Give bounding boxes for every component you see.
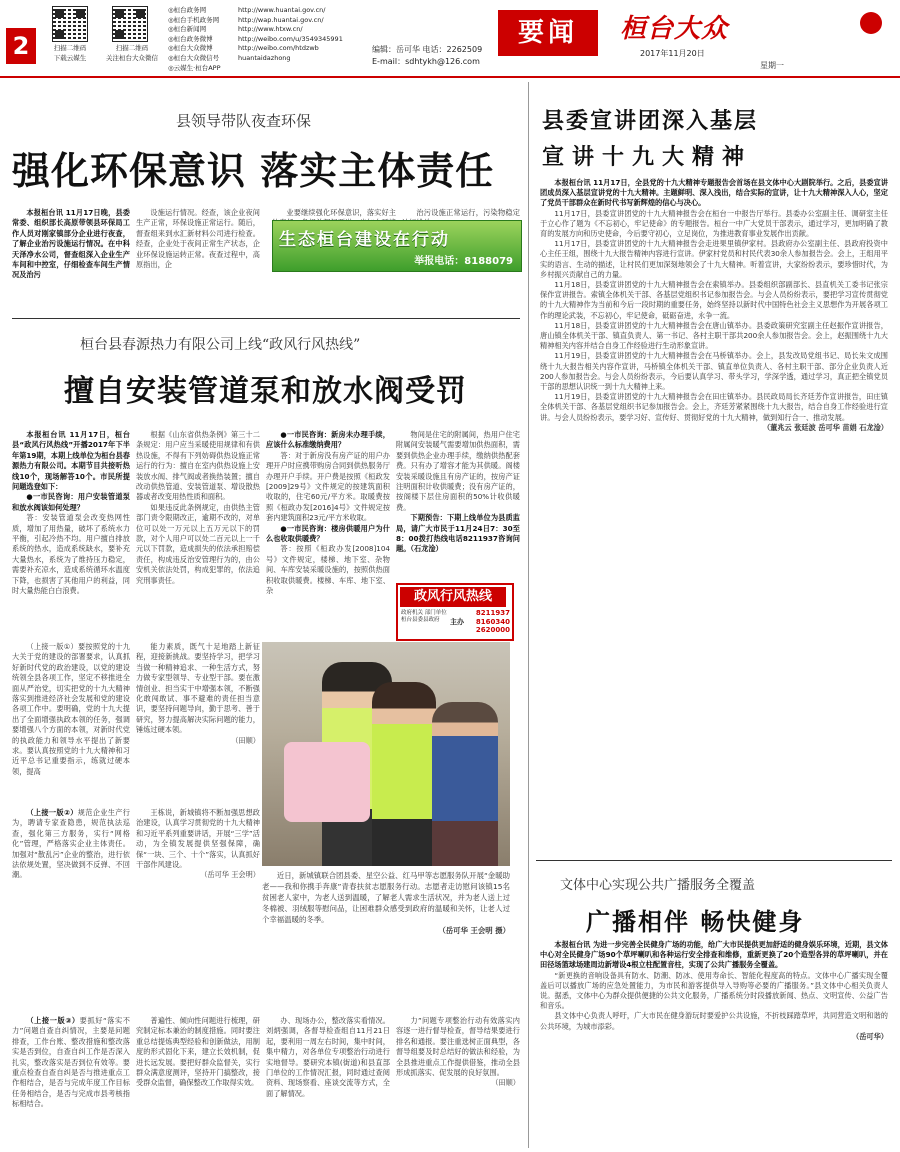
hotline-ad-phones: 8211937 8160340 2620000	[475, 609, 510, 634]
issue-weekday: 星期一	[760, 61, 784, 70]
photo-elderly-resident	[432, 702, 498, 866]
article1-col4: 治污设施正常运行，污染物稳定	[416, 208, 520, 217]
article1-col2: 设施运行情况。经查，该企业夜间生产正常，环保设施正常运行。随后，督查组来到水汇新材料公司进行检查。经查，企业处于夜间正常生产状态，企业环保设施运转正常。夜查过程中，高原指出，企	[136, 208, 260, 270]
brand-swirl-icon	[860, 12, 882, 34]
article2-col2: 根据《山东省供热条例》第三十二条规定：用户应当采暖使用规律和有供热设施，不得有下列妨碍供热设施正常运行的行为：擅自在室内供热设施上安装放水阀、排气阀或者换热装置；擅自改动供热管道、安装管道泵、增设散热器或者改变用热性质和面积。 如果违反此条例规定，由供热主管部门责令限期改正，逾期不改的，对单位可以处一万元以上五万元以下的罚款，对个人用户可以处二百元以上一千元以下罚款，造成损失的依法承担赔偿责任，构成违反治安管理行为的，由公安机关依法处罚，构成犯罪的，依法追究刑事责任。	[136, 430, 260, 585]
eco-ad-title: 生态桓台建设在行动	[279, 230, 450, 250]
link-row[interactable]: ◎桓台政务网 http://www.huantai.gov.cn/	[168, 6, 326, 14]
header-links	[168, 6, 368, 73]
link-row[interactable]: ◎桓台大众微信号 huantaidazhong	[168, 53, 291, 62]
header-rule	[0, 76, 900, 78]
divider	[536, 860, 892, 861]
photo-caption: 近日，新城镇联合团县委、星空公益、红马甲等志愿服务队开展“金暖助老——我和你携手奔康”青春扶贫志愿服务行动。志愿者走访慰问该镇15名贫困老人家中，为老人送到温暖，了解老人需求生活状况，并为老人送上过冬棉被、羽绒服等慰问品，让困难群众感受到政府的温暖和关怀，让老人过个幸福温暖的冬季。 （岳可华 王会明 摄）	[262, 871, 510, 935]
qr-code-wechat	[112, 6, 148, 42]
article3-col4: 王栋说，新城镇将不断加强思想政治建设，认真学习贯彻党的十九大精神和习近平系列重要讲话，开展“三学”活动，为全镇发展提供坚强保障，确保“一块、三个、十个”落实，认真抓好干部作风建设。 （岳可华 王会明）	[136, 808, 260, 880]
link-row[interactable]: ◎桓台政务微博 http://weibo.com/u/3549345991	[168, 34, 343, 43]
link-row[interactable]: ◎桓台大众微博 http://weibo.com/htdzwb	[168, 44, 319, 53]
hotline-ad-title: 政风行风热线	[400, 587, 506, 607]
article2-kicker: 桓台县春源热力有限公司上线“政风行风热线”	[80, 337, 361, 353]
article3-col1: （上接一版①）要按照党的十九大关于党的建设的部署要求，认真抓好新时代党的政治建设，以党的建设统领全县各项工作，坚定不移推进全面从严治党，切实把党的十九大精神落实到推进经济社会发展和党的建设各项工作中。要明确，党的十九大提出了全面增强执政本领的任务，强调要增强八个方面的本领，对新时代党的执政能力和领导水平提出了新要求。要认真按照党的十九大精神和习近平总书记重要指示，练就过硬本领，提高	[12, 642, 130, 776]
article3-col2: 能力素质，既气十足地踏上新征程，迎接新挑战。要坚持学习，把学习当做一种精神追求、一种生活方式，努力做专家型领导、专业型干部。要在激情创业、担当实干中增强本领，不断强化敢闯敢试、事不避难的责任担当意识，要坚持问题导向，勤于思考、善于研究，努力提高解决实际问题的能力，锤炼过硬本领。 （田顺）	[136, 642, 260, 745]
article5-body: 本报桓台讯 为进一步完善全民健身广场的功能，给广大市民提供更加舒适的健身娱乐环境，近期，县文体中心对全民健身广场90个草坪喇叭和各种运行安全排查和维修，重新更换了20个造型各异的草坪喇叭，并在田径场篮球场建周边新增设4根立柱配置音柱，实现了公共广播服务全覆盖。 “新更换的音响设备具有防水、防潮、防冰、使用寿命长、智能化程度高的特点。文体中心广播实现全覆盖后可以播放广场的应急处置能力，为市民和游客提供导入导购等必要的广播服务。”县文体中心相关负责人说。据悉，文体中心为群众提供便捷的公共文化服务，广播系统分时段播放新闻、热点、文明宣传、公益广告和音乐。 县文体中心负责人呼吁，广大市民在健身游玩时要爱护公共设施，不折枝踩踏草坪，共同营造文明和谐的公共环境，为城市添彩。 （岳可华）	[540, 940, 888, 1041]
qr-code-app	[52, 6, 88, 42]
page-number: 2	[6, 28, 36, 64]
photo-quilt	[284, 742, 370, 822]
article4-headline-line1: 县委宣讲团深入基层	[542, 108, 759, 134]
article1-kicker: 县领导带队夜查环保	[176, 112, 312, 130]
article5-headline: 广播相伴 畅快健身	[586, 907, 805, 936]
article4-body: 本报桓台讯 11月17日，全县党的十九大精神专题报告会首场在县文体中心大剧院举行。之后，县委宣讲团成员深入基层宣讲党的十九大精神。主题鲜明、深入浅出，结合实际的宣讲，让十九大精神深入人心，坚定了党员干部群众在新时代书写新辉煌的信心与决心。 11月17日，县委宣讲团党的十九大精神报告会在桓台一中报告厅举行。县委办公室副主任、调研室主任于立心作了题为《不忘初心，牢记使命》的专题报告。桓台一中广大党员干部表示，通过学习，更加明确了教育的发展方向和历史使命，今后要守初心，立足岗位，为推进教育事业发展作出贡献。 11月17日，县委宣讲团党的十九大精神报告会走进果里镇伊家村。县政府办公室副主任、县政府投资中心主任王组，围绕十九大报告精神内容进行宣讲。伊家村党员和村民代表30余人参加报告会。会上，王组用平实的语言、生动的描述，让村民们更加深刻地领会了十九大精神。听着宣讲，大家纷纷表示，要珍惜时代，为乡村振兴贡献自己的力量。 11月18日，县委宣讲团党的十九大精神报告会在索镇举办。县委组织部副部长、县直机关工委书记张宗保作宣讲报告。索镇全体机关干部、各基层党组织书记参加报告会。与会人员纷纷表示，要把学习宣传贯彻党的十九大精神作为当前和今后一段时期的重要任务，始终坚持以新时代中国特色社会主义思想作为开展各项工作的理论武装，不忘初心，牢记使命，砥砺奋进，永争一流。 11月18日，县委宣讲团党的十九大精神报告会在唐山镇举办。县委政策研究室副主任赵振作宣讲报告，唐山镇全体机关干部、镇直负责人、第一书记、各村主职干部共200余人参加报告会。会上，赵振围绕十九大精神相关内容并结合自身工作经验进行生动形象宣讲。 11月19日，县委宣讲团党的十九大精神报告会在马桥镇举办。会上，县发改局党组书记、局长朱文成围绕十九大报告相关内容作宣讲，马桥镇全体机关干部、镇直单位负责人、各村主职干部、部分企业负责人近200人参加报告会。与会人员纷纷表示，今后要认真学习、带头学习，学深学透，通过学习，真正把全镇党员干部的思想认识统一到十九大精神上来。 11月19日，县委宣讲团党的十九大精神报告会在田庄镇举办。县民政局局长齐廷芳作宣讲报告，田庄镇全体机关干部、各基层党组织书记参加报告会。会上，齐廷芳紧紧围绕十九大报告，结合自身工作经验进行宣讲。与会人员纷纷表示，要学习好、宣传好、贯彻好党的十九大精神，做到知行合一、推动发展。 （董兆云 张廷波 岳可华 苗娟 石龙淦）	[540, 178, 888, 432]
article2-col4: 物间是住宅的附属间，热用户住宅附属间安装暖气需要增加供热面积，需要到供热企业办理手续，缴纳供热配套费。只有办了增容才能为其供暖。阁楼安装采暖设施且有房产证的，按房产证注明面积计收供暖费；没有房产证的，按阁楼下层住房面积的50%计收供暖费。 下期预告：下期上线单位为县质监局，请广大市民于11月24日7：30至8：00拨打热线电话8211937咨询问题。（石龙淦）	[396, 430, 520, 554]
article3-col3: （上接一版②）规范企业生产行为，聘请专家查隐患，规范执法巡查，强化第三方服务，实行“网格化”管理，严格落实企业主体责任。加强对“散乱污”企业的整治，进行依法依规处置，坚决做到不反弹、不回潮。	[12, 808, 130, 880]
qr2-caption: 扫描二维码 关注桓台大众微信	[106, 44, 158, 62]
article5-kicker: 文体中心实现公共广播服务全覆盖	[560, 878, 756, 893]
link-row[interactable]: ◎桓台新闻网 http://www.htxw.cn/	[168, 25, 303, 34]
article1-col3: 业要继续强化环保意识，落实好主	[286, 208, 396, 217]
column-divider	[528, 82, 529, 1148]
volunteer-photo	[262, 642, 510, 866]
article1-headline: 强化环保意识 落实主体责任	[12, 148, 495, 193]
article3-col5: （上接一版③）要抓好“落实不力”问题自查自纠情况，主要是问题排查，工作台账、整改措施和整改落实是否到位，自查自纠工作是否深入扎实，整改落实是否到位有效等。要重点检查自查自纠是否与推进重点工作相结合，是否与完成年度工作目标任务相结合，是否与完成市县考核指标相结合。	[12, 1016, 130, 1109]
brand-logo: 桓台大众	[620, 14, 729, 44]
photo-volunteer-middle	[372, 682, 436, 866]
article3-col6: 普遍性、倾向性问题进行梳理，研究制定标本兼治的制度措施。同时要注重总结提炼典型经验和创新做法，用制度的形式固化下来，建立长效机制，促进长远发展。要把好群众监督关，实行群众满意度测评，坚持开门搞整改，接受群众监督，确保整改工作取得实效。	[136, 1016, 260, 1088]
hotline-ad-host: 主办	[450, 618, 464, 626]
link-row[interactable]: ◎桓台手机政务网 http://wap.huantai.gov.cn/	[168, 15, 324, 24]
article2-col3: ●一市民咨询：新房未办理手续，应该什么标准缴纳费用？ 答：对于新房没有房产证的用户办理开户时应携带购房合同到供热服务厅办理开户手续。开户费是按照《桓政发[2009]29号》文件规定的按建筑面积收取的，住宅60元/平方米。取暖费按照《桓政办发[2016]4号》文件规定按套内建筑面积23元/平方米收取。 ●一市民咨询：楼房供暖用户为什么也收取供暖费？ 答：按照《桓政办发[2008]104号》文件规定，楼梯、地下室、杂物间、车库安装采暖设施的，按照供热面积收取供暖费。楼梯、车库、地下室、杂	[266, 430, 390, 596]
article1-col1: 本报桓台讯 11月17日晚，县委常委、组织部长高原带领县环保局工作人员对刚家镇部分企业进行夜查，了解企业治污设施运行情况。在中科天泽净水公司，督查组深入企业生产车间和中控室，仔细检查车间生产情况及治污	[12, 208, 130, 280]
article3-col8: 力”问题专项整治行动有效落实内容逐一进行督导检查，督导结果要进行排名和通报。要注重选树正面典型，各督导组要及时总结好的做法和经验，为全县推进重点工作提供借鉴，推动全县形成抓落实、促发展的良好氛围。 （田顺）	[396, 1016, 520, 1088]
eco-ad-hotline: 举报电话：8188079	[414, 256, 513, 267]
article2-headline: 擅自安装管道泵和放水阀受罚	[64, 374, 467, 409]
section-tab: 要闻	[498, 10, 598, 56]
hotline-ad	[396, 583, 514, 641]
article2-col1: 本报桓台讯 11月17日，桓台县“政风行风热线”开播2017年下半年第19期，本期上线单位为桓台县春源热力有限公司。本期节目共接听热线10个，现场解答10个。市民所提问题选登如下： ●一市民咨询：用户安装管道泵和放水阀该如何处理？ 答：安装管道泵会改变热网性质，增加了用热量，破坏了系统水力平衡，引起冷热不均。用户擅自排放系统的热水，造成系统缺水，要补充大量热水，系统为了维持压力稳定，需要补充凉水，造成系统循环水温度下降，也损害了其他用户的利益，同时大量热能白白浪费。	[12, 430, 130, 596]
link-row[interactable]: ◎云媒生·桓台APP	[168, 63, 221, 72]
qr1-caption: 扫描二维码 下载云媒生	[53, 44, 87, 62]
eco-campaign-ad	[272, 220, 522, 272]
hotline-ad-sponsors: 政府机关 部门单位 桓台县委县政府	[401, 610, 447, 623]
issue-date: 2017年11月20日	[640, 49, 705, 58]
editor-info: 编辑：岳可华 电话：2262509 E-mail：sdhtykh@126.com	[372, 45, 483, 66]
article4-headline-line2: 宣讲十九大精神	[542, 144, 753, 170]
divider	[12, 318, 520, 319]
article3-col7: 办、现场办公，整改落实看情况。刘炳强调，各督导检查组自11月21日起，要利用一周左右时间，集中时间，集中精力，对各单位专项整治行动进行实地督导。要研究本镇(街道)和县直部门单位的工作情况汇报，同时通过查阅资料、现场察看、座谈交流等方式，全面了解情况。	[266, 1016, 390, 1098]
